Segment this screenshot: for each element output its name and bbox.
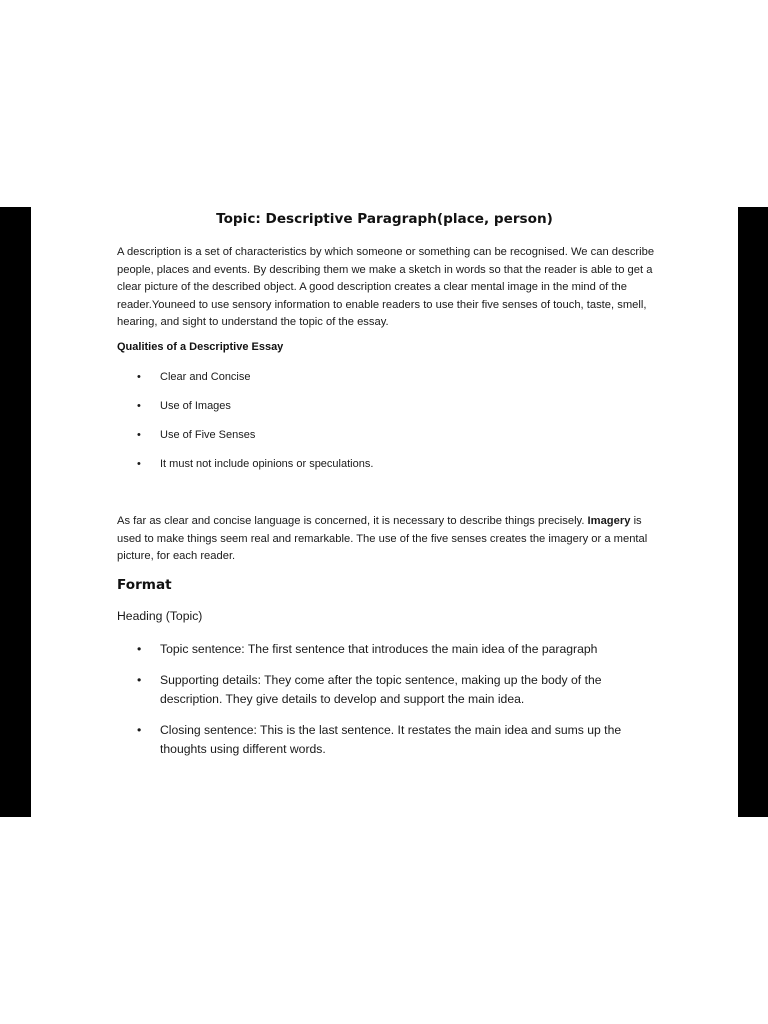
- bullet-icon: •: [137, 429, 141, 441]
- bullet-icon: •: [137, 458, 141, 470]
- bullet-icon: •: [137, 672, 142, 687]
- list-item-text: It must not include opinions or speculations.: [160, 458, 374, 470]
- imagery-paragraph-part1: As far as clear and concise language is concerned, it is necessary to describe things precisely.: [117, 515, 585, 527]
- list-item: [117, 426, 617, 455]
- document-page: [31, 207, 738, 817]
- bullet-icon: •: [137, 371, 141, 383]
- document-title: Topic: Descriptive Paragraph(place, person): [216, 211, 553, 227]
- list-item: [117, 721, 662, 760]
- list-item-text: Clear and Concise: [160, 371, 251, 383]
- letterbox-right: [738, 207, 768, 817]
- imagery-paragraph-part2: is used to make things seem real and remarkable. The use of the five senses creates the imagery or a mental picture, for each reader.: [117, 515, 648, 562]
- list-item: [117, 397, 617, 426]
- format-subheading: Heading (Topic): [117, 609, 203, 623]
- list-item-text: Closing sentence: This is the last sentence. It restates the main idea and sums up the thoughts using different words.: [160, 722, 622, 756]
- list-item-text: Supporting details: They come after the topic sentence, making up the body of the description. They give details to develop and support the main idea.: [160, 672, 602, 706]
- list-item: [117, 640, 662, 660]
- qualities-list: [117, 368, 617, 484]
- bullet-icon: •: [137, 722, 142, 737]
- imagery-paragraph: [117, 513, 662, 566]
- format-list: [117, 640, 662, 771]
- bullet-icon: •: [137, 400, 141, 412]
- letterbox-left: [0, 207, 31, 817]
- imagery-term: Imagery: [587, 515, 631, 527]
- list-item: [117, 671, 662, 710]
- list-item: [117, 455, 617, 484]
- list-item-text: Use of Images: [160, 400, 231, 412]
- list-item-text: Use of Five Senses: [160, 429, 256, 441]
- intro-paragraph: A description is a set of characteristics by which someone or something can be recognised. We can describe people, places and events. By describing them we make a sketch in words so that the reader is able to get a clear picture of the described object. A good description creates a clear mental image in the mind of the reader.Youneed to use sensory information to enable readers to use their five senses of touch, taste, smell, hearing, and sight to understand the topic of the essay.: [117, 246, 655, 328]
- list-item-text: Topic sentence: The first sentence that introduces the main idea of the paragraph: [160, 642, 598, 656]
- qualities-heading: Qualities of a Descriptive Essay: [117, 341, 284, 353]
- list-item: [117, 368, 617, 397]
- bullet-icon: •: [137, 642, 142, 656]
- format-heading: Format: [117, 577, 172, 593]
